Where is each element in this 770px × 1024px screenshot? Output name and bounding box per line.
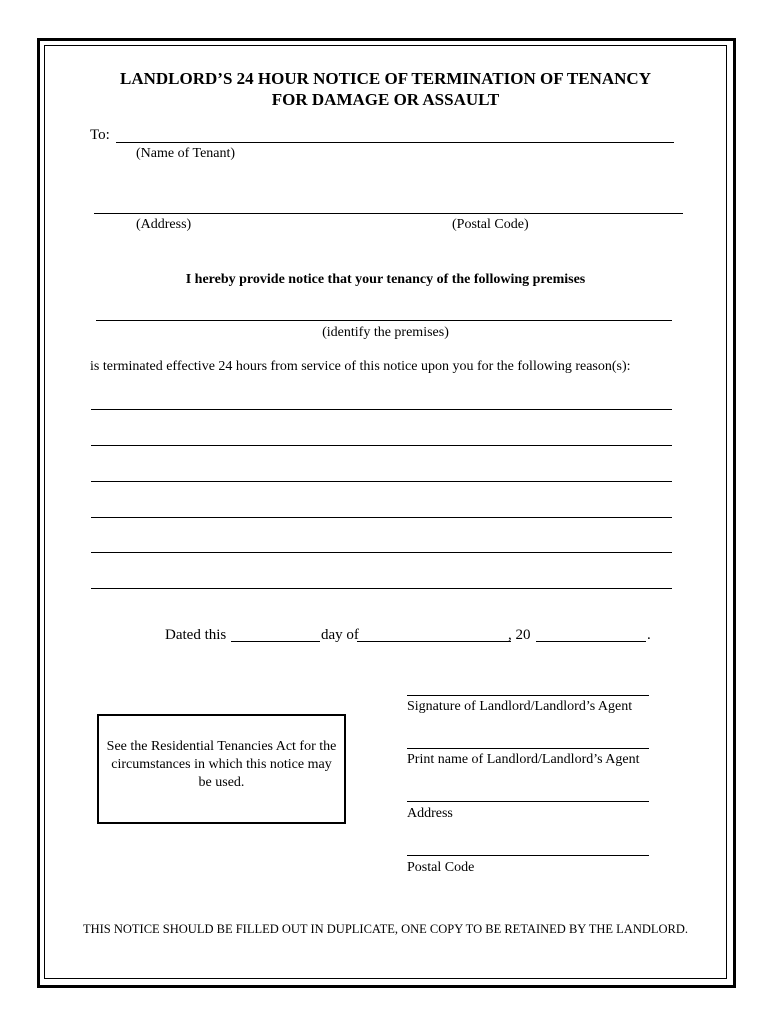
to-label: To:: [90, 127, 110, 143]
name-of-tenant-label: (Name of Tenant): [136, 146, 236, 161]
dated-period: .: [647, 627, 651, 643]
document-inner-border: [44, 45, 727, 979]
signer-postal-code-label: Postal Code: [407, 860, 475, 875]
notice-statement: I hereby provide notice that your tenancy of the following premises: [185, 272, 586, 287]
document-title-line2: FOR DAMAGE OR ASSAULT: [271, 90, 500, 109]
print-name-field[interactable]: [407, 748, 649, 749]
address-label: (Address): [136, 217, 192, 232]
print-name-label: Print name of Landlord/Landlord’s Agent: [407, 752, 640, 767]
dated-prefix: Dated this: [165, 627, 227, 643]
postal-code-label: (Postal Code): [452, 217, 529, 232]
signer-postal-code-field[interactable]: [407, 855, 649, 856]
signature-label: Signature of Landlord/Landlord’s Agent: [407, 699, 633, 714]
reason-line[interactable]: [91, 409, 672, 410]
premises-field[interactable]: [96, 320, 672, 321]
reason-line[interactable]: [91, 445, 672, 446]
year-field[interactable]: [536, 641, 646, 642]
termination-text: is terminated effective 24 hours from service of this notice upon you for the following reason(s):: [90, 359, 631, 374]
day-field[interactable]: [231, 641, 320, 642]
signature-field[interactable]: [407, 695, 649, 696]
reason-line[interactable]: [91, 552, 672, 553]
reason-line[interactable]: [91, 588, 672, 589]
signer-address-label: Address: [407, 806, 453, 821]
identify-premises-label: (identify the premises): [322, 325, 449, 340]
note-box-text: See the Residential Tenancies Act for the circumstances in which this notice may be used.: [106, 739, 337, 790]
signer-address-field[interactable]: [407, 801, 649, 802]
reason-line[interactable]: [91, 517, 672, 518]
day-of-label: day of: [321, 627, 359, 643]
tenant-name-field[interactable]: [116, 142, 674, 143]
note-box: [97, 714, 346, 824]
tenant-address-field[interactable]: [94, 213, 683, 214]
month-field[interactable]: [357, 641, 511, 642]
reason-line[interactable]: [91, 481, 672, 482]
footer-notice: THIS NOTICE SHOULD BE FILLED OUT IN DUPLICATE, ONE COPY TO BE RETAINED BY THE LANDLORD.: [82, 922, 689, 936]
document-title-line1: LANDLORD’S 24 HOUR NOTICE OF TERMINATION OF TENANCY: [120, 69, 651, 88]
year-prefix: , 20: [508, 627, 531, 643]
